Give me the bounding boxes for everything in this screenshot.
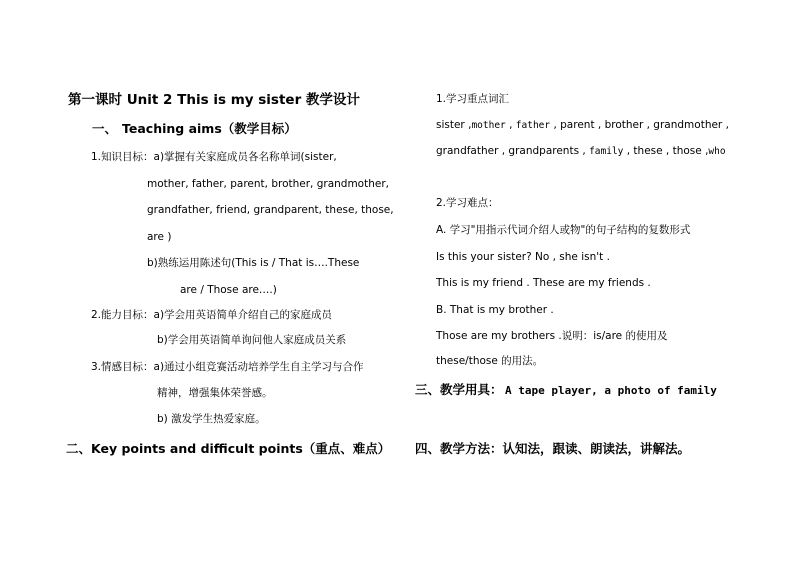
difficulty-question: Is this your sister? No , she isn't . [436,251,610,263]
key-vocab-line-2 [436,146,726,157]
section-3-value: A tape player, a photo of family [505,384,717,397]
key-vocab-family: family [589,146,624,157]
document-title: 第一课时 Unit 2 This is my sister 教学设计 [68,92,360,108]
key-vocab-line-1-text-a: sister , [436,119,472,131]
key-vocab-who: who [708,146,726,157]
key-vocab-line-1 [436,120,729,131]
section-4-title: 四、教学方法：认知法，跟读、朗读法，讲解法。 [415,441,691,456]
knowledge-goal-line-1: 1.知识目标：a)掌握有关家庭成员各名称单词(sister, [91,151,337,163]
key-vocab-mother: mother [471,120,506,131]
knowledge-goal-line-6: are / Those are….) [180,284,277,296]
key-vocab-title: 1.学习重点词汇 [436,93,510,105]
emotion-goal-line-2: 精神，增强集体荣誉感。 [157,387,273,399]
emotion-goal-line-3: b) 激发学生热爱家庭。 [157,413,266,425]
ability-goal-line-2: b)学会用英语简单询问他人家庭成员关系 [157,334,347,346]
emotion-goal-line-1: 3.情感目标：a)通过小组竞赛活动培养学生自主学习与合作 [91,361,364,373]
difficulty-b: B. That is my brother . [436,304,554,316]
key-vocab-line-1-text-b: , [509,119,516,131]
section-1-title: Teaching aims（教学目标） [122,121,297,136]
ability-goal-line-1: 2.能力目标：a)学会用英语简单介绍自己的家庭成员 [91,309,333,321]
section-3-label: 三、教学用具： [415,382,503,397]
knowledge-goal-line-5: b)熟练运用陈述句(This is / That is….These [147,257,360,269]
knowledge-goal-line-2: mother, father, parent, brother, grandmother, [147,178,389,190]
key-vocab-line-2-text-a: grandfather , grandparents , [436,145,586,157]
key-vocab-line-1-text-c: , parent , brother , grandmother , [553,119,729,131]
difficulty-example-3: these/those 的用法。 [436,355,544,367]
difficulty-a: A. 学习"用指示代词介绍人或物"的句子结构的复数形式 [436,224,691,236]
section-1-number: 一、 [92,121,118,136]
knowledge-goal-line-3: grandfather, friend, grandparent, these, those, [147,204,394,216]
difficulty-example-1: This is my friend . These are my friends . [436,277,651,289]
key-vocab-father: father [515,120,551,131]
knowledge-goal-line-4: are ) [147,231,172,243]
section-2-title: 二、Key points and difficult points（重点、难点） [66,441,391,456]
difficulty-title: 2.学习难点： [436,197,499,209]
key-vocab-line-2-text-b: , these , those , [626,145,709,157]
difficulty-example-2: Those are my brothers .说明：is/are 的使用及 [436,330,668,342]
